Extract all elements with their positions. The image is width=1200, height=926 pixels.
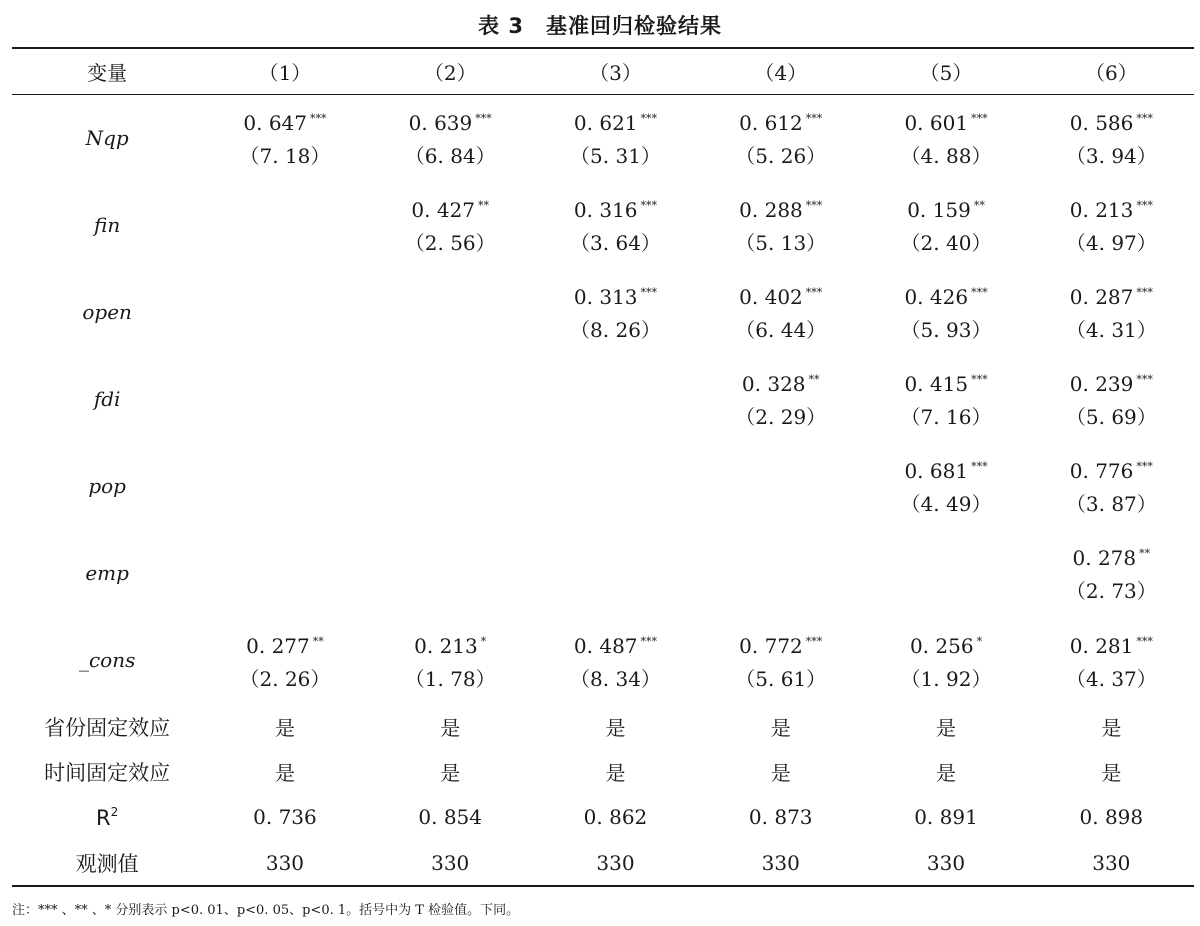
coefficient-value: 0. 313 (573, 285, 638, 309)
coefficient-value: 0. 278 (1072, 546, 1137, 570)
table-cell: 是 (1101, 716, 1122, 740)
variable-name: _cons (78, 648, 136, 672)
variable-header: 变量 (87, 61, 128, 85)
t-value: （8. 34） (570, 666, 661, 691)
table-note: 注：*** 、** 、* 分别表示 p<0. 01、p<0. 05、p<0. 1。括号中为 T 检验值。下同。 (12, 903, 520, 918)
coefficient-value: 0. 621 (573, 111, 638, 135)
table-cell (202, 616, 367, 704)
table-cell (202, 268, 367, 355)
significance-stars: * (976, 634, 983, 648)
coefficient-value: 0. 159 (907, 198, 971, 222)
table-title: 表 3 基准回归检验结果 (478, 14, 722, 38)
table-cell (863, 616, 1028, 704)
table-cell (533, 616, 698, 704)
coefficient-value: 0. 328 (741, 372, 806, 396)
table-cell: 0. 862 (583, 805, 648, 829)
significance-stars: ** (312, 634, 324, 648)
table-row (12, 268, 1194, 355)
t-value: （3. 64） (570, 231, 661, 255)
t-value: （4. 88） (900, 144, 992, 168)
table-row-r2 (12, 794, 1194, 840)
table-cell (1029, 181, 1194, 268)
coefficient-value: 0. 213 (414, 633, 478, 658)
coefficient-value: 0. 415 (904, 372, 969, 396)
table-cell: 是 (1101, 761, 1122, 785)
header-row (12, 49, 1194, 94)
table-cell (1029, 355, 1194, 442)
column-header: （2） (423, 61, 477, 85)
table-cell: 330 (761, 851, 800, 875)
table-row (12, 616, 1194, 704)
variable-name: fdi (93, 386, 121, 411)
significance-stars: ** (478, 199, 490, 212)
table-cell: 是 (936, 761, 956, 785)
row-label: 省份固定效应 (44, 715, 171, 740)
variable-name: fin (94, 212, 121, 237)
row-label: 观测值 (75, 852, 139, 876)
t-value: （5. 26） (735, 144, 827, 168)
table-cell: 0. 736 (253, 805, 317, 829)
footer-body (12, 704, 1194, 886)
table-cell (533, 529, 698, 616)
significance-stars: *** (640, 634, 658, 648)
table-cell (863, 442, 1028, 529)
t-value: （5. 13） (735, 231, 827, 255)
t-value: （7. 16） (900, 405, 992, 429)
coefficient-value: 0. 287 (1069, 285, 1134, 309)
significance-stars: *** (1136, 460, 1153, 473)
r2-superscript: 2 (110, 804, 119, 819)
coefficient-value: 0. 281 (1069, 633, 1134, 658)
table-cell (368, 94, 533, 181)
coefficient-value: 0. 316 (573, 198, 638, 222)
table-cell (863, 268, 1028, 355)
table-row-observations (12, 840, 1194, 886)
table-row (12, 181, 1194, 268)
table-cell (533, 94, 698, 181)
t-value: （4. 31） (1065, 318, 1157, 342)
table-cell: 是 (770, 716, 791, 740)
table-cell (368, 181, 533, 268)
table-cell (1029, 616, 1194, 704)
table-cell (533, 442, 698, 529)
table-cell (533, 181, 698, 268)
table-cell (368, 268, 533, 355)
table-cell (368, 616, 533, 704)
table-cell: 是 (605, 761, 626, 785)
table-row (12, 529, 1194, 616)
t-value: （5. 61） (735, 666, 827, 691)
table-cell (202, 529, 367, 616)
table-cell (698, 94, 863, 181)
coefficient-value: 0. 426 (904, 285, 969, 309)
table-cell: 是 (770, 761, 791, 785)
column-header: （6） (1084, 61, 1138, 85)
coefficient-value: 0. 776 (1069, 459, 1134, 483)
t-value: （7. 18） (239, 144, 331, 168)
significance-stars: *** (971, 112, 988, 125)
significance-stars: *** (1136, 286, 1153, 299)
significance-stars: *** (805, 112, 823, 125)
t-value: （2. 73） (1065, 579, 1157, 603)
significance-stars: *** (805, 634, 823, 648)
coefficient-value: 0. 487 (573, 633, 638, 658)
coefficient-value: 0. 213 (1069, 198, 1134, 222)
coefficient-value: 0. 288 (739, 198, 803, 222)
table-row-province-fe (12, 704, 1194, 749)
table-cell (368, 529, 533, 616)
coefficient-value: 0. 402 (739, 285, 803, 309)
t-value: （8. 26） (570, 318, 661, 342)
coefficient-value: 0. 277 (246, 633, 310, 658)
column-header: （3） (589, 61, 642, 85)
table-cell: 0. 891 (914, 805, 978, 829)
coefficient-value: 0. 256 (909, 633, 974, 658)
coefficient-body (12, 94, 1194, 704)
table-row (12, 355, 1194, 442)
table-cell (202, 181, 367, 268)
significance-stars: ** (808, 373, 820, 386)
coefficient-value: 0. 601 (904, 111, 969, 135)
variable-name: emp (85, 560, 129, 585)
coefficient-value: 0. 772 (739, 633, 803, 658)
table-cell (202, 355, 367, 442)
significance-stars: *** (805, 199, 823, 212)
table-cell: 0. 898 (1079, 805, 1144, 829)
table-cell: 330 (926, 851, 966, 875)
table-cell (1029, 268, 1194, 355)
table-cell: 是 (605, 716, 626, 740)
significance-stars: *** (1136, 634, 1153, 648)
table-cell (863, 94, 1028, 181)
t-value: （4. 49） (900, 492, 992, 516)
significance-stars: *** (1136, 373, 1153, 386)
significance-stars: *** (1136, 199, 1153, 212)
table-cell (698, 442, 863, 529)
t-value: （1. 78） (404, 666, 496, 691)
t-value: （2. 40） (900, 231, 992, 255)
t-value: （4. 97） (1065, 231, 1157, 255)
t-value: （5. 93） (900, 318, 992, 342)
table-cell (202, 442, 367, 529)
table-cell: 330 (265, 851, 305, 875)
table-cell: 330 (431, 851, 470, 875)
table-cell (698, 529, 863, 616)
table-cell: 是 (440, 716, 461, 740)
coefficient-value: 0. 427 (411, 198, 476, 222)
r2-label: R (96, 805, 111, 830)
table-row-time-fe (12, 749, 1194, 794)
coefficient-value: 0. 681 (904, 459, 969, 483)
table-cell (1029, 442, 1194, 529)
t-value: （5. 31） (570, 144, 661, 168)
coefficient-value: 0. 586 (1069, 111, 1134, 135)
table-cell: 0. 873 (748, 805, 813, 829)
row-label: 时间固定效应 (44, 760, 171, 785)
table-cell (863, 181, 1028, 268)
column-header: （5） (919, 61, 973, 85)
significance-stars: ** (973, 199, 985, 212)
significance-stars: *** (805, 286, 823, 299)
significance-stars: *** (640, 286, 658, 299)
table-cell (1029, 529, 1194, 616)
table-cell: 是 (274, 716, 295, 740)
significance-stars: *** (640, 199, 658, 212)
t-value: （4. 37） (1065, 666, 1157, 691)
significance-stars: *** (475, 112, 492, 125)
t-value: （6. 84） (404, 144, 496, 168)
table-cell (368, 442, 533, 529)
table-row (12, 442, 1194, 529)
column-header: （4） (754, 61, 808, 85)
row-label-r2 (12, 794, 202, 840)
table-cell (1029, 94, 1194, 181)
t-value: （2. 26） (239, 666, 331, 691)
t-value: （2. 29） (735, 405, 827, 429)
table-cell (863, 529, 1028, 616)
table-cell: 是 (440, 761, 461, 785)
table-cell (533, 268, 698, 355)
table-cell: 330 (596, 851, 635, 875)
significance-stars: *** (640, 112, 658, 125)
table-cell (202, 94, 367, 181)
variable-name: open (82, 299, 132, 324)
significance-stars: *** (971, 460, 988, 473)
column-header: （1） (258, 61, 312, 85)
significance-stars: * (480, 634, 487, 648)
table-cell (698, 181, 863, 268)
table-cell: 是 (274, 761, 295, 785)
t-value: （1. 92） (900, 666, 992, 691)
coefficient-value: 0. 647 (243, 111, 307, 135)
t-value: （6. 44） (735, 318, 827, 342)
significance-stars: *** (971, 286, 988, 299)
t-value: （2. 56） (404, 231, 496, 255)
coefficient-value: 0. 612 (739, 111, 803, 135)
coefficient-value: 0. 239 (1069, 372, 1134, 396)
t-value: （5. 69） (1065, 405, 1157, 429)
table-cell (533, 355, 698, 442)
significance-stars: *** (310, 112, 327, 125)
table-row (12, 94, 1194, 181)
regression-table (12, 49, 1194, 886)
table-cell: 0. 854 (418, 805, 483, 829)
table-cell (863, 355, 1028, 442)
t-value: （3. 87） (1065, 492, 1157, 516)
table-cell: 330 (1092, 851, 1131, 875)
significance-stars: ** (1139, 547, 1151, 560)
table-cell (698, 268, 863, 355)
table-cell (698, 355, 863, 442)
significance-stars: *** (1136, 112, 1153, 125)
variable-name: Nqp (85, 125, 129, 150)
table-cell (368, 355, 533, 442)
bottom-rule (12, 885, 1194, 887)
t-value: （3. 94） (1065, 144, 1157, 168)
variable-name: pop (88, 473, 126, 498)
table-cell: 是 (936, 716, 956, 740)
table-cell (698, 616, 863, 704)
coefficient-value: 0. 639 (408, 111, 473, 135)
significance-stars: *** (971, 373, 988, 386)
